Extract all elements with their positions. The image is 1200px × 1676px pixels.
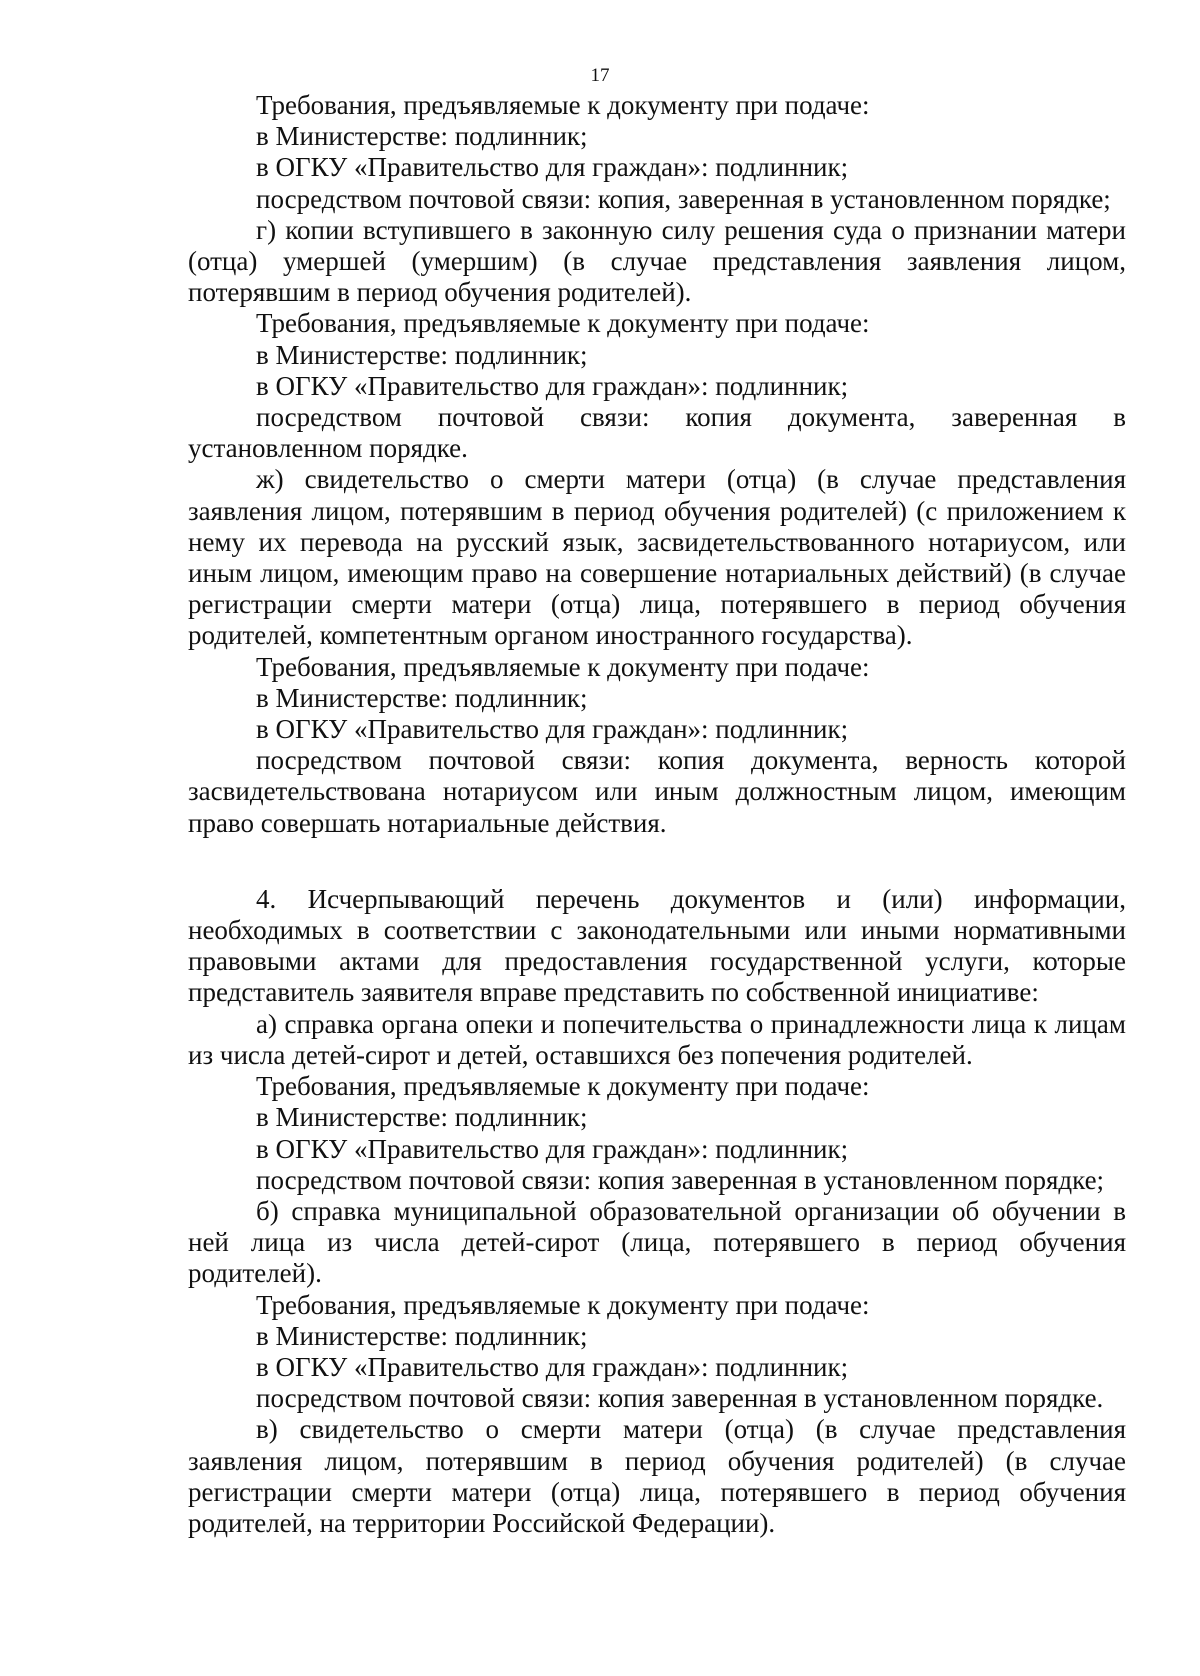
paragraph: б) справка муниципальной образовательной организации об обучении в ней лица из числа детей-сирот (лица, потерявшего в период обучения родителей). <box>188 1195 1126 1289</box>
paragraph: посредством почтовой связи: копия, заверенная в установленном порядке; <box>256 183 1111 214</box>
paragraph: в ОГКУ «Правительство для граждан»: подлинник; <box>256 1133 849 1164</box>
paragraph: в ОГКУ «Правительство для граждан»: подлинник; <box>256 152 849 183</box>
paragraph: посредством почтовой связи: копия заверенная в установленном порядке; <box>256 1164 1105 1195</box>
paragraph: посредством почтовой связи: копия документа, верность которой засвидетельствована нотариусом или иным должностным лицом, имеющим право совершать нотариальные действия. <box>188 745 1126 838</box>
paragraph: г) копии вступившего в законную силу решения суда о признании матери (отца) умершей (умершим) (в случае представления заявления лицом, потерявшим в период обучения родителей). <box>188 214 1126 308</box>
paragraph: в ОГКУ «Правительство для граждан»: подлинник; <box>256 370 849 401</box>
paragraph: в ОГКУ «Правительство для граждан»: подлинник; <box>256 1351 849 1382</box>
paragraph: в) свидетельство о смерти матери (отца) (в случае представления заявления лицом, потерявшим в период обучения родителей) (в случае регистрации смерти матери (отца) лица, потерявшего в период обучения родителей, на территории Российской Федерации). <box>188 1414 1126 1538</box>
paragraph: в Министерстве: подлинник; <box>256 1102 588 1133</box>
paragraph: в Министерстве: подлинник; <box>256 121 588 152</box>
paragraph: Требования, предъявляемые к документу при подаче: <box>256 651 870 682</box>
document-body <box>188 90 1126 1539</box>
page-number: 17 <box>590 65 610 86</box>
paragraph: в Министерстве: подлинник; <box>256 1320 588 1351</box>
paragraph: в Министерстве: подлинник; <box>256 682 588 713</box>
paragraph: посредством почтовой связи: копия заверенная в установленном порядке. <box>256 1383 1104 1414</box>
section-gap <box>188 839 1126 884</box>
paragraph: а) справка органа опеки и попечительства о принадлежности лица к лицам из числа детей-сирот и детей, оставшихся без попечения родителей. <box>188 1008 1126 1070</box>
paragraph: посредством почтовой связи: копия документа, заверенная в установленном порядке. <box>188 402 1126 464</box>
paragraph: Требования, предъявляемые к документу при подаче: <box>256 90 870 120</box>
paragraph: Требования, предъявляемые к документу при подаче: <box>256 1071 870 1102</box>
paragraph: в ОГКУ «Правительство для граждан»: подлинник; <box>256 714 849 745</box>
paragraph: Требования, предъявляемые к документу при подаче: <box>256 1289 870 1320</box>
paragraph: в Министерстве: подлинник; <box>256 339 588 370</box>
paragraph: 4. Исчерпывающий перечень документов и (или) информации, необходимых в соответствии с законодательными или иными нормативными правовыми актами для предоставления государственной услуги, которые представитель заявителя вправе представить по собственной инициативе: <box>188 883 1126 1008</box>
paragraph: Требования, предъявляемые к документу при подаче: <box>256 308 870 339</box>
paragraph: ж) свидетельство о смерти матери (отца) (в случае представления заявления лицом, потерявшим в период обучения родителей) (с приложением к нему их перевода на русский язык, засвидетельствованного нотариусом, или иным лицом, имеющим право на совершение нотариальных действий) (в случае регистрации смерти матери (отца) лица, потерявшего в период обучения родителей, компетентным органом иностранного государства). <box>188 464 1126 651</box>
